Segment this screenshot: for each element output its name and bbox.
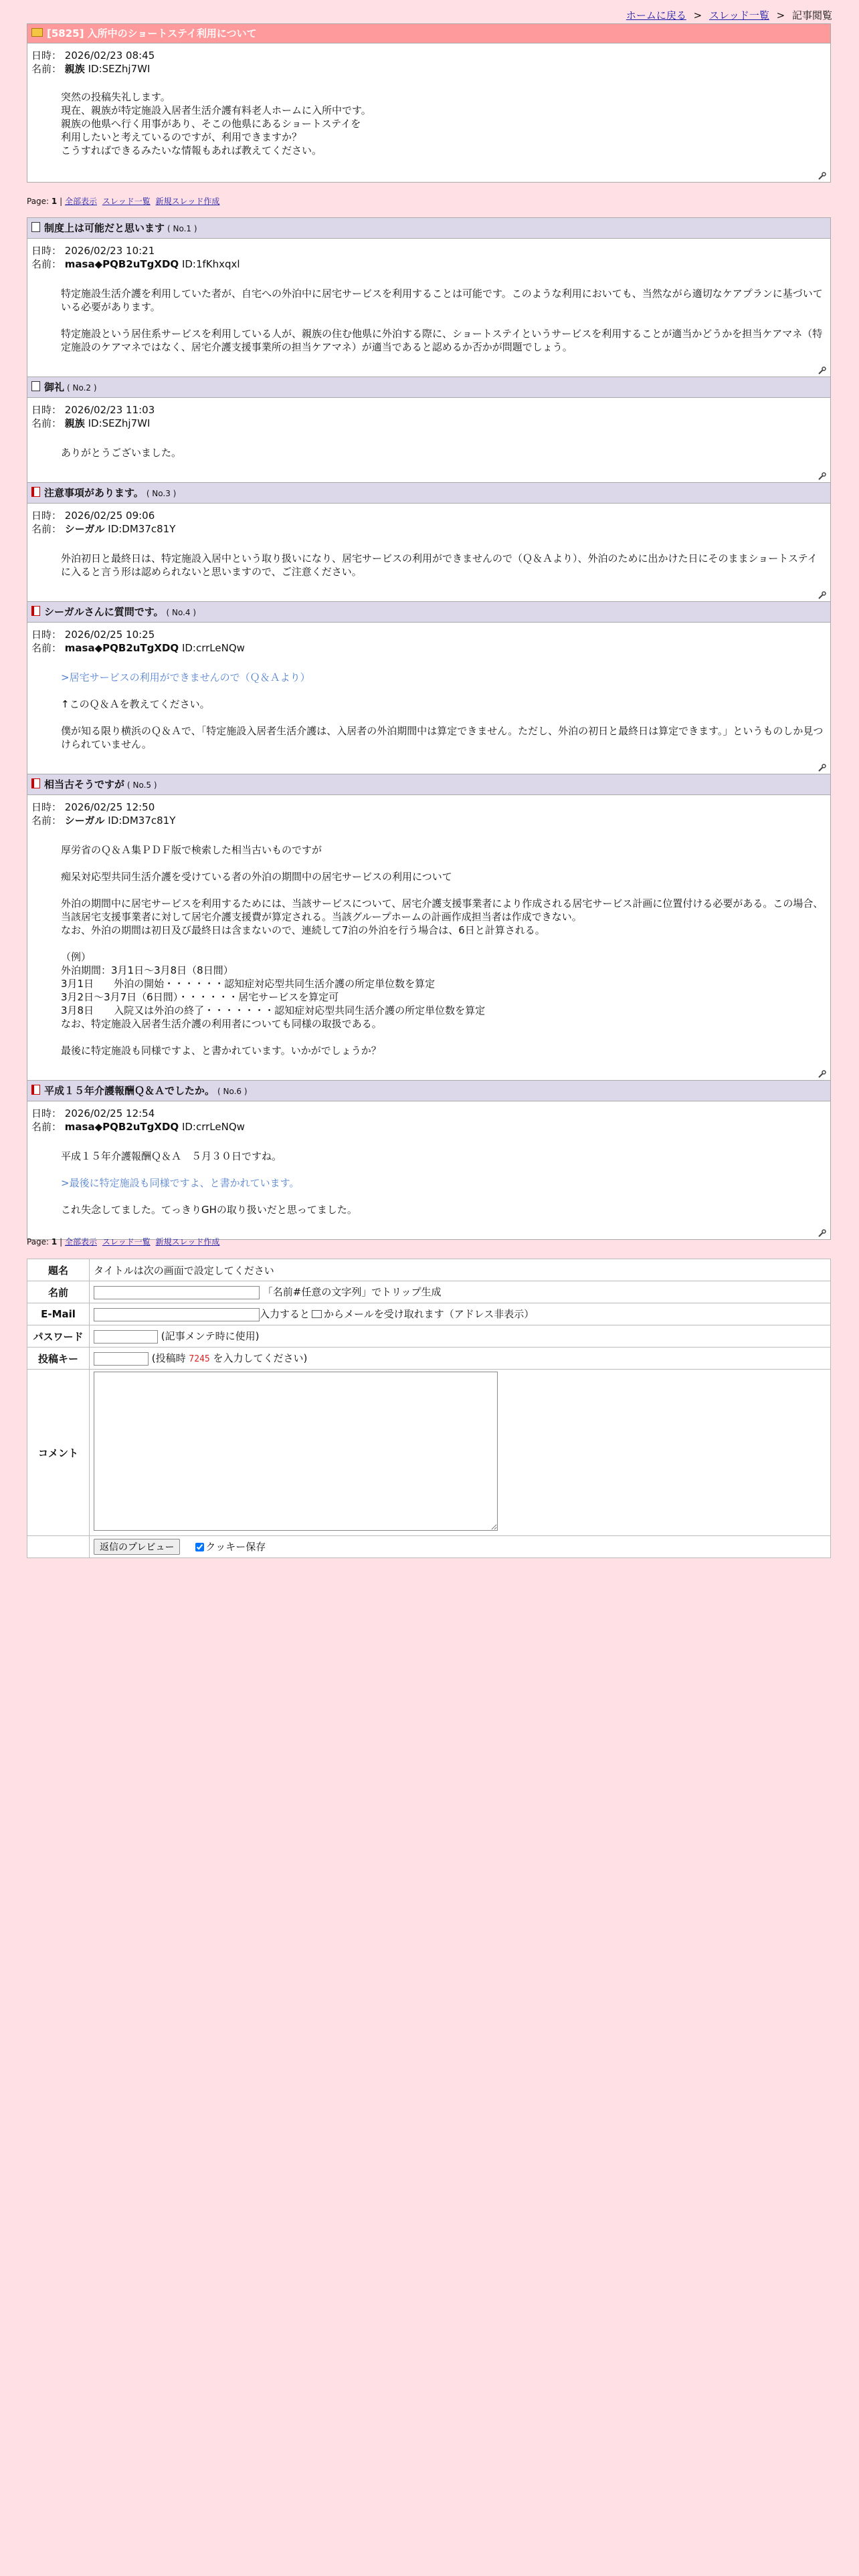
post-body xyxy=(27,655,830,774)
breadcrumb xyxy=(626,8,832,22)
post-author: 親族 xyxy=(64,63,85,75)
name-label: 名前： xyxy=(31,642,62,654)
thread-list-link[interactable]: スレッド一覧 xyxy=(102,197,151,206)
post-paragraph: 特定施設という居住系サービスを利用している人が、親族の住む他県に外泊する際に、ショートステイというサービスを利用することが適当かどうかを担当ケアマネ（特定施設のケアマネではなく、居宅介護支援事業所の担当ケアマネ）が適当であると認めるか否かが問題でしょう。 xyxy=(61,328,823,353)
reply-number: ( No.5 ) xyxy=(127,780,157,790)
date-label: 日時： xyxy=(31,404,62,416)
post-id: ID:crrLeNQw xyxy=(181,1121,245,1133)
post-body-line: 利用したいと考えているのですが、利用できますか？ xyxy=(61,131,302,143)
edit-wrench-icon[interactable] xyxy=(818,591,826,599)
post-author: シーガル xyxy=(64,523,105,535)
pager-current: 1 xyxy=(51,197,58,206)
post-author: masa◆PQB2uTgXDQ xyxy=(64,258,179,270)
post-paragraph: ありがとうございました。 xyxy=(61,447,182,459)
cookie-label: クッキー保存 xyxy=(205,1541,266,1553)
reply-number: ( No.6 ) xyxy=(217,1087,248,1096)
mail-icon xyxy=(312,1310,322,1318)
post-body-line: 現在、親族が特定施設入居者生活介護有料老人ホームに入所中です。 xyxy=(61,104,371,116)
post-id: ID:SEZhj7WI xyxy=(88,417,151,429)
pager-sep: | xyxy=(60,1237,63,1247)
post-date: 2026/02/23 10:21 xyxy=(64,245,155,257)
reply-title: 御礼 xyxy=(44,381,65,393)
pager-current: 1 xyxy=(51,1237,58,1247)
post-key-value: 7245 xyxy=(189,1354,210,1364)
post-date: 2026/02/23 11:03 xyxy=(64,404,155,416)
thread-title: [5825] 入所中のショートステイ利用について xyxy=(47,27,257,39)
reply-list xyxy=(27,217,831,1240)
reply-title-bar xyxy=(27,218,830,239)
post-date: 2026/02/25 09:06 xyxy=(64,510,155,522)
reply-post xyxy=(27,1081,830,1239)
post-author: masa◆PQB2uTgXDQ xyxy=(64,642,179,654)
post-meta xyxy=(27,795,830,827)
document-icon xyxy=(31,381,40,391)
post-id: ID:1fKhxqxl xyxy=(181,258,240,270)
post-id: ID:crrLeNQw xyxy=(181,642,245,654)
name-note: 「名前#任意の文字列」でトリップ生成 xyxy=(262,1286,442,1298)
post-body xyxy=(27,76,830,157)
post-date: 2026/02/25 10:25 xyxy=(64,629,155,641)
document-icon xyxy=(31,778,40,788)
post-paragraph: 外泊初日と最終日は、特定施設入居中という取り扱いになり、居宅サービスの利用ができませんので（Ｑ＆Ａより）、外泊のために出かけた日にそのままショートステイに入ると言う形は認められないと思いますので、ご注意ください。 xyxy=(61,552,818,578)
post-body xyxy=(27,271,830,377)
post-author: masa◆PQB2uTgXDQ xyxy=(64,1121,179,1133)
edit-wrench-icon[interactable] xyxy=(818,1070,826,1078)
reply-post xyxy=(27,218,830,377)
reply-title: 相当古そうですが xyxy=(44,778,125,790)
name-field-label: 名前 xyxy=(27,1281,90,1303)
preview-button[interactable]: 返信のプレビュー xyxy=(94,1539,180,1555)
post-paragraph: 痴呆対応型共同生活介護を受けている者の外泊の期間中の居宅サービスの利用について xyxy=(61,871,452,883)
breadcrumb-separator: > xyxy=(693,9,702,21)
edit-wrench-icon[interactable] xyxy=(818,472,826,480)
post-author: 親族 xyxy=(64,417,85,429)
reply-title: 平成１５年介護報酬Ｑ＆Ａでしたか。 xyxy=(44,1085,215,1097)
email-note-before: 入力すると xyxy=(260,1308,310,1320)
quoted-text: >最後に特定施設も同様ですよ、と書かれています。 xyxy=(61,1177,300,1189)
post-body-line: 親族の他県へ行く用事があり、そこの他県にあるショートステイを xyxy=(61,118,361,130)
document-icon xyxy=(31,487,40,497)
reply-title: 注意事項があります。 xyxy=(44,487,144,499)
reply-post xyxy=(27,774,830,1081)
reply-number: ( No.1 ) xyxy=(167,224,197,233)
reply-number: ( No.2 ) xyxy=(67,383,97,393)
post-paragraph: これ失念してました。てっきりGHの取り扱いだと思ってました。 xyxy=(61,1204,357,1216)
folder-icon xyxy=(31,28,43,37)
reply-post xyxy=(27,377,830,483)
post-paragraph: 厚労省のＱ＆Ａ集ＰＤＦ版で検索した相当古いものですが xyxy=(61,844,322,856)
post-paragraph: （例） 外泊期間：3月1日〜3月8日（8日間） 3月1日 外泊の開始・・・・・・認知症対応型共同生活介護の所定単位数を算定 3月2日〜3月7日（6日間）・・・・・・居宅サービスを算定可 3月8日 入院又は外泊の終了・・・・・・・認知症対応型共同生活介護の所定単位数を算定 なお、特定施設入居者生活介護の利用者についても同様の取扱である。 xyxy=(61,951,486,1030)
post-key-label: 投稿キー xyxy=(27,1348,90,1370)
post-paragraph: 特定施設生活介護を利用していた者が、自宅への外泊中に居宅サービスを利用することは可能です。このような利用においても、当然ながら適切なケアプランに基づいている必要があります。 xyxy=(61,288,823,313)
name-label: 名前： xyxy=(31,815,62,827)
name-label: 名前： xyxy=(31,523,62,535)
post-key-input[interactable] xyxy=(94,1352,149,1366)
reply-number: ( No.4 ) xyxy=(166,608,197,617)
post-date: 2026/02/25 12:54 xyxy=(64,1107,155,1119)
reply-title-bar xyxy=(27,1081,830,1101)
post-paragraph: 最後に特定施設も同様ですよ、と書かれています。いかがでしょうか？ xyxy=(61,1045,381,1057)
comment-label: コメント xyxy=(27,1370,90,1536)
thread-list-link[interactable]: スレッド一覧 xyxy=(102,1237,151,1247)
date-label: 日時： xyxy=(31,510,62,522)
email-field-label: E-Mail xyxy=(27,1303,90,1325)
cookie-checkbox[interactable] xyxy=(195,1543,204,1551)
pager-label: Page: xyxy=(27,197,50,206)
post-key-note-before: (投稿時 xyxy=(151,1352,186,1364)
name-label: 名前： xyxy=(31,258,62,270)
new-thread-link[interactable]: 新規スレッド作成 xyxy=(155,197,220,206)
edit-wrench-icon[interactable] xyxy=(818,764,826,772)
date-label: 日時： xyxy=(31,801,62,813)
reply-number: ( No.3 ) xyxy=(146,489,177,498)
post-date: 2026/02/25 12:50 xyxy=(64,801,155,813)
new-thread-link[interactable]: 新規スレッド作成 xyxy=(155,1237,220,1247)
pager-top xyxy=(27,195,222,207)
post-id: ID:DM37c81Y xyxy=(108,523,176,535)
reply-title: 制度上は可能だと思います xyxy=(44,222,165,234)
post-paragraph: 平成１５年介護報酬Ｑ＆Ａ ５月３０日ですね。 xyxy=(61,1150,282,1162)
post-paragraph: 外泊の期間中に居宅サービスを利用するためには、当該サービスについて、居宅介護支援事業者により作成される居宅サービス計画に位置付ける必要がある。この場合、当該居宅支援事業者に対して居宅介護支援費が算定される。当該グループホームの計画作成担当者は作成できない。 なお、外泊の期間は初日及び最終日は含まないので、連続して7泊の外泊を行う場合は、6日と計算される。 xyxy=(61,897,824,936)
post-body-line: こうすればできるみたいな情報もあれば教えてください。 xyxy=(61,144,322,156)
post-meta xyxy=(27,239,830,271)
reply-form xyxy=(27,1259,831,1558)
post-body xyxy=(27,430,830,482)
subject-note: タイトルは次の画面で設定してください xyxy=(90,1259,831,1281)
document-icon xyxy=(31,1085,40,1095)
name-label: 名前： xyxy=(31,1121,62,1133)
breadcrumb-separator: > xyxy=(776,9,785,21)
post-body xyxy=(27,827,830,1080)
post-meta xyxy=(27,504,830,536)
pager-label: Page: xyxy=(27,1237,50,1247)
post-id: ID:SEZhj7WI xyxy=(88,63,151,75)
thread-title-bar xyxy=(27,24,830,43)
thread-list-link[interactable]: スレッド一覧 xyxy=(708,9,769,21)
cookie-toggle[interactable] xyxy=(195,1541,266,1553)
document-icon xyxy=(31,606,40,616)
password-note: (記事メンテ時に使用) xyxy=(161,1330,260,1342)
empty-cell xyxy=(27,1536,90,1558)
date-label: 日時： xyxy=(31,629,62,641)
post-paragraph: ↑このＱ＆Ａを教えてください。 xyxy=(61,698,210,710)
reply-title-bar xyxy=(27,377,830,398)
post-body-line: 突然の投稿失礼します。 xyxy=(61,91,171,103)
comment-textarea[interactable] xyxy=(94,1372,498,1531)
reply-post xyxy=(27,483,830,602)
post-id: ID:DM37c81Y xyxy=(108,815,176,827)
post-body xyxy=(27,536,830,601)
name-label: 名前： xyxy=(31,417,62,429)
reply-title-bar xyxy=(27,602,830,623)
post-meta xyxy=(27,43,830,76)
thread-original-post xyxy=(27,23,831,183)
reply-title-bar xyxy=(27,483,830,504)
subject-label: 題名 xyxy=(27,1259,90,1281)
reply-title: シーガルさんに質問です。 xyxy=(44,606,164,618)
edit-wrench-icon[interactable] xyxy=(818,172,826,180)
post-date: 2026/02/23 08:45 xyxy=(64,49,155,62)
edit-wrench-icon[interactable] xyxy=(818,1229,826,1237)
post-body xyxy=(27,1134,830,1239)
breadcrumb-current: 記事閲覧 xyxy=(791,9,832,21)
post-meta xyxy=(27,1101,830,1134)
post-key-note-after: を入力してください) xyxy=(213,1352,308,1364)
post-meta xyxy=(27,623,830,655)
edit-wrench-icon[interactable] xyxy=(818,366,826,374)
date-label: 日時： xyxy=(31,245,62,257)
date-label: 日時： xyxy=(31,49,62,62)
pager-sep: | xyxy=(60,197,63,206)
password-input[interactable] xyxy=(94,1330,158,1344)
post-paragraph: 僕が知る限り横浜のＱ＆Ａで、「特定施設入居者生活介護は、入居者の外泊期間中は算定できません。ただし、外泊の初日と最終日は算定できます。」というものしか見つけられていません。 xyxy=(61,725,824,750)
reply-title-bar xyxy=(27,774,830,795)
show-all-link[interactable]: 全部表示 xyxy=(64,197,97,206)
email-input[interactable] xyxy=(94,1308,260,1321)
reply-post xyxy=(27,602,830,774)
password-field-label: パスワード xyxy=(27,1325,90,1348)
post-meta xyxy=(27,398,830,430)
name-input[interactable] xyxy=(94,1286,260,1299)
email-note-after: からメールを受け取れます（アドレス非表示） xyxy=(324,1308,535,1320)
date-label: 日時： xyxy=(31,1107,62,1119)
home-link[interactable]: ホームに戻る xyxy=(626,9,686,21)
post-author: シーガル xyxy=(64,815,105,827)
show-all-link[interactable]: 全部表示 xyxy=(64,1237,97,1247)
name-label: 名前： xyxy=(31,63,62,75)
pager-bottom xyxy=(27,1236,222,1247)
document-icon xyxy=(31,222,40,232)
quoted-text: >居宅サービスの利用ができませんので（Ｑ＆Ａより） xyxy=(61,671,310,683)
